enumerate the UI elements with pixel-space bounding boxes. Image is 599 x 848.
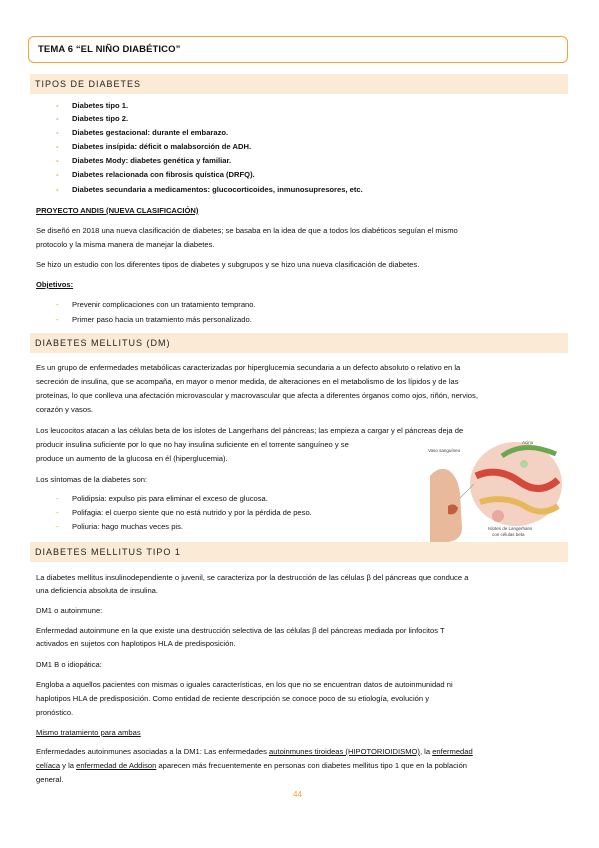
paragraph-line: celíaca y la enfermedad de Addison aparecen más frecuentemente en personas con diabetes mellitus tipo 1 que en la población (36, 761, 468, 770)
pancreas-illustration (428, 436, 570, 544)
paragraph-line: una deficiencia absoluta de insulina. (36, 586, 159, 595)
figure-label: Islotes de Langerhans (488, 526, 533, 531)
paragraph-line: secreción de insulina, que se acompaña, en mayor o menor medida, de alteraciones en el metabolismo de los lípidos y de las (36, 377, 459, 386)
page-number: 44 (293, 790, 302, 799)
paragraph-line: corazón y vasos. (36, 405, 93, 414)
paragraph-line: haplotipos HLA de predisposición. Como entidad de reciente descripción se conoce poco de su etiología, evolución y (36, 694, 430, 703)
section-heading-text: TIPOS DE DIABETES (35, 79, 142, 89)
paragraph-line: produce un aumento de la glucosa en él (hiperglucemia). (36, 454, 228, 463)
list-item: - Diabetes relacionada con fibrosis quística (DRFQ). (56, 170, 255, 179)
figure-label: con células beta (492, 532, 525, 537)
section-heading-dm1 (30, 542, 568, 562)
sintomas-label: Los síntomas de la diabetes son: (36, 475, 148, 484)
paragraph-line: Los leucocitos atacan a las células beta de los islotes de Langerhans del páncreas; las empieza a cargar y el páncreas deja de (36, 426, 464, 435)
paragraph-line: Se diseñó en 2018 una nueva clasificación de diabetes; se basaba en la idea de que a todos los diabéticos seguían el mismo (36, 226, 458, 235)
section-heading-dm (30, 333, 568, 353)
objetivos-label: Objetivos: (36, 280, 74, 289)
section-heading-text: DIABETES MELLITUS TIPO 1 (35, 547, 181, 557)
list-item: - Diabetes gestacional: durante el embarazo. (56, 128, 229, 137)
mismo-label: Mismo tratamiento para ambas (36, 728, 141, 737)
list-item: - Diabetes Mody: diabetes genética y familiar. (56, 156, 232, 165)
section-heading-text: DIABETES MELLITUS (DM) (35, 338, 171, 348)
paragraph-line: La diabetes mellitus insulinodependiente o juvenil, se caracteriza por la destrucción de las células β del páncreas que conduce a (36, 573, 469, 582)
list-item: - Diabetes tipo 1. (56, 101, 129, 110)
paragraph-line: proteínas, lo que conlleva una afectación microvascular y macrovascular que afecta a diferentes órganos como ojos, riñón, nervios, (36, 391, 478, 400)
paragraph-line: Enfermedades autoinmunes asociadas a la DM1: Las enfermedades autoinmunes tiroideas (HIPOTORIOIDISMO), la enfermedad (36, 747, 473, 756)
section-heading-tipos (30, 74, 568, 94)
list-item: - Poliuria: hago muchas veces pis. (56, 522, 184, 531)
list-item: - Prevenir complicaciones con un tratamiento temprano. (56, 300, 256, 309)
title-box (28, 36, 568, 63)
dm1a-label: DM1 o autoinmune: (36, 606, 103, 615)
figure-label: Vaso sanguíneo (428, 448, 461, 453)
paragraph-line: activados en sujetos con haplotipos HLA de predisposición. (36, 639, 236, 648)
paragraph-line: protocolo y la misma manera de manejar la diabetes. (36, 240, 215, 249)
figure-label: Acino (522, 440, 534, 445)
list-item: - Diabetes secundaria a medicamentos: glucocorticoides, inmunosupresores, etc. (56, 185, 363, 194)
proyecto-heading: PROYECTO ANDIS (NUEVA CLASIFICACIÓN) (36, 206, 199, 215)
paragraph-line: general. (36, 775, 64, 784)
dm1b-label: DM1 B o idiopática: (36, 660, 102, 669)
paragraph-line: producir insulina suficiente por lo que no hay insulina suficiente en el torrente sanguíneo y se (36, 440, 349, 449)
list-item: - Polidipsia: expulso pis para eliminar el exceso de glucosa. (56, 494, 268, 503)
list-item: - Diabetes insípida: déficit o malabsorción de ADH. (56, 142, 252, 151)
paragraph-line: Se hizo un estudio con los diferentes tipos de diabetes y subgrupos y se hizo una nueva clasificación de diabetes. (36, 260, 420, 269)
list-item: - Primer paso hacia un tratamiento más personalizado. (56, 315, 252, 324)
list-item: - Diabetes tipo 2. (56, 114, 129, 123)
paragraph-line: Enfermedad autoinmune en la que existe una destrucción selectiva de las células β del páncreas mediada por linfocitos T (36, 626, 445, 635)
list-item: - Polifagia: el cuerpo siente que no está nutrido y por la pérdida de peso. (56, 508, 312, 517)
page-title: TEMA 6 “EL NIÑO DIABÉTICO” (38, 44, 181, 55)
paragraph-line: Es un grupo de enfermedades metabólicas caracterizadas por hiperglucemia secundaria a un defecto absoluto o relativo en la (36, 363, 461, 372)
paragraph-line: Engloba a aquellos pacientes con mismas o iguales características, en los que no se encuentran datos de autoinmunidad ni (36, 680, 453, 689)
paragraph-line: pronóstico. (36, 708, 74, 717)
